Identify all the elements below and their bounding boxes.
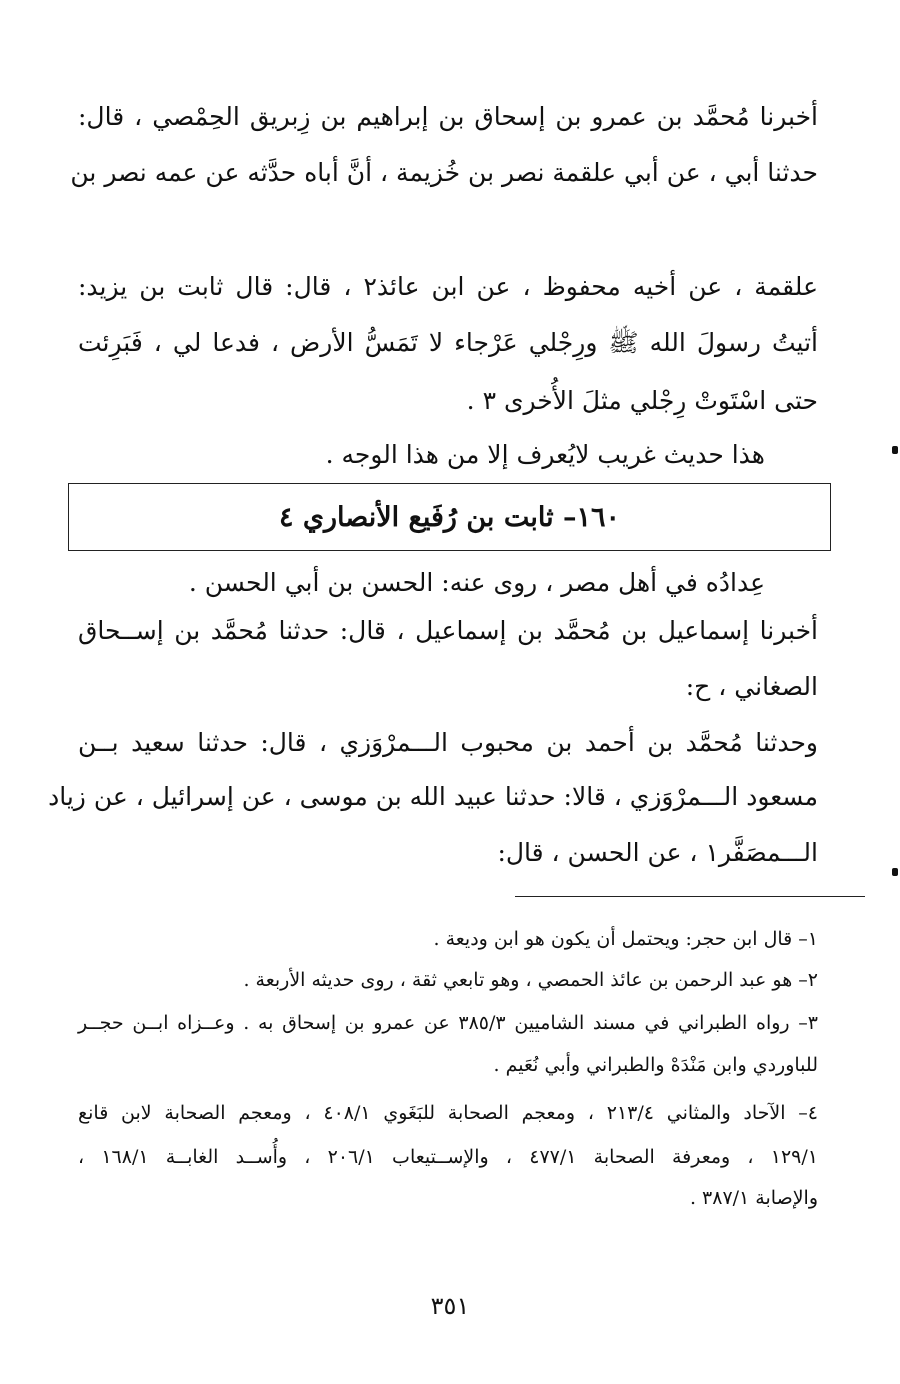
footnote-line: ٢– هو عبد الرحمن بن عائذ الحمصي ، وهو تابعي ثقة ، روى حديثه الأربعة .	[243, 969, 818, 991]
text-line: الصغاني ، ح:	[685, 672, 818, 701]
footnote-line: ١– قال ابن حجر: ويحتمل أن يكون هو ابن وديعة .	[433, 928, 818, 950]
remark-line: هذا حديث غريب لايُعرف إلا من هذا الوجه .	[325, 440, 765, 469]
footnote-line: ٤– الآحاد والمثاني ٢١٣/٤ ، ومعجم الصحابة للبَغَوي ٤٠٨/١ ، ومعجم الصحابة لابن قانع	[78, 1102, 818, 1124]
footnote-line: ٣– رواه الطبراني في مسند الشاميين ٣٨٥/٣ عن عمرو بن إسحاق به . وعــزاه ابــن حجــر	[78, 1012, 818, 1034]
text-line: أخبرنا مُحمَّد بن عمرو بن إسحاق بن إبراهيم بن زِبريق الحِمْصي ، قال:	[78, 102, 818, 131]
text-line: الـــمصَفَّر١ ، عن الحسن ، قال:	[497, 838, 818, 867]
text-line: عِدادُه في أهل مصر ، روى عنه: الحسن بن أبي الحسن .	[188, 568, 765, 597]
scan-mark	[892, 868, 898, 876]
page-number: ٣٥١	[430, 1292, 470, 1320]
text-line: حدثنا أبي ، عن أبي علقمة نصر بن خُزيمة ، أنَّ أباه حدَّثه عن عمه نصر بن	[70, 158, 818, 187]
footnote-line: ١٢٩/١ ، ومعرفة الصحابة ٤٧٧/١ ، والإســتيعاب ٢٠٦/١ ، وأُســد الغابــة ١٦٨/١ ،	[78, 1146, 818, 1168]
section-heading-box	[68, 483, 831, 551]
footnote-separator	[515, 896, 865, 897]
text-line: مسعود الـــمرْوَزي ، قالا: حدثنا عبيد الله بن موسى ، عن إسرائيل ، عن زياد	[48, 782, 818, 811]
text-line: وحدثنا مُحمَّد بن أحمد بن محبوب الـــمرْوَزي ، قال: حدثنا سعيد بــن	[78, 728, 818, 757]
footnote-line: للباوردي وابن مَنْدَهْ والطبراني وأبي نُعَيم .	[493, 1054, 818, 1076]
scan-mark	[892, 446, 898, 454]
text-line: حتى اسْتَوتْ رِجْلي مثلَ الأُخرى ٣ .	[466, 386, 818, 415]
section-heading: ١٦٠– ثابت بن رُفَيع الأنصاري ٤	[278, 501, 621, 533]
text-line: أتيتُ رسولَ الله ﷺ ورِجْلي عَرْجاء لا تَمَسُّ الأرض ، فدعا لي ، فَبَرِئت	[78, 328, 818, 357]
text-line: علقمة ، عن أخيه محفوظ ، عن ابن عائذ٢ ، قال: قال ثابت بن يزيد:	[78, 272, 818, 301]
text-line: أخبرنا إسماعيل بن مُحمَّد بن إسماعيل ، قال: حدثنا مُحمَّد بن إســحاق	[78, 616, 818, 645]
footnote-line: والإصابة ٣٨٧/١ .	[689, 1187, 818, 1209]
